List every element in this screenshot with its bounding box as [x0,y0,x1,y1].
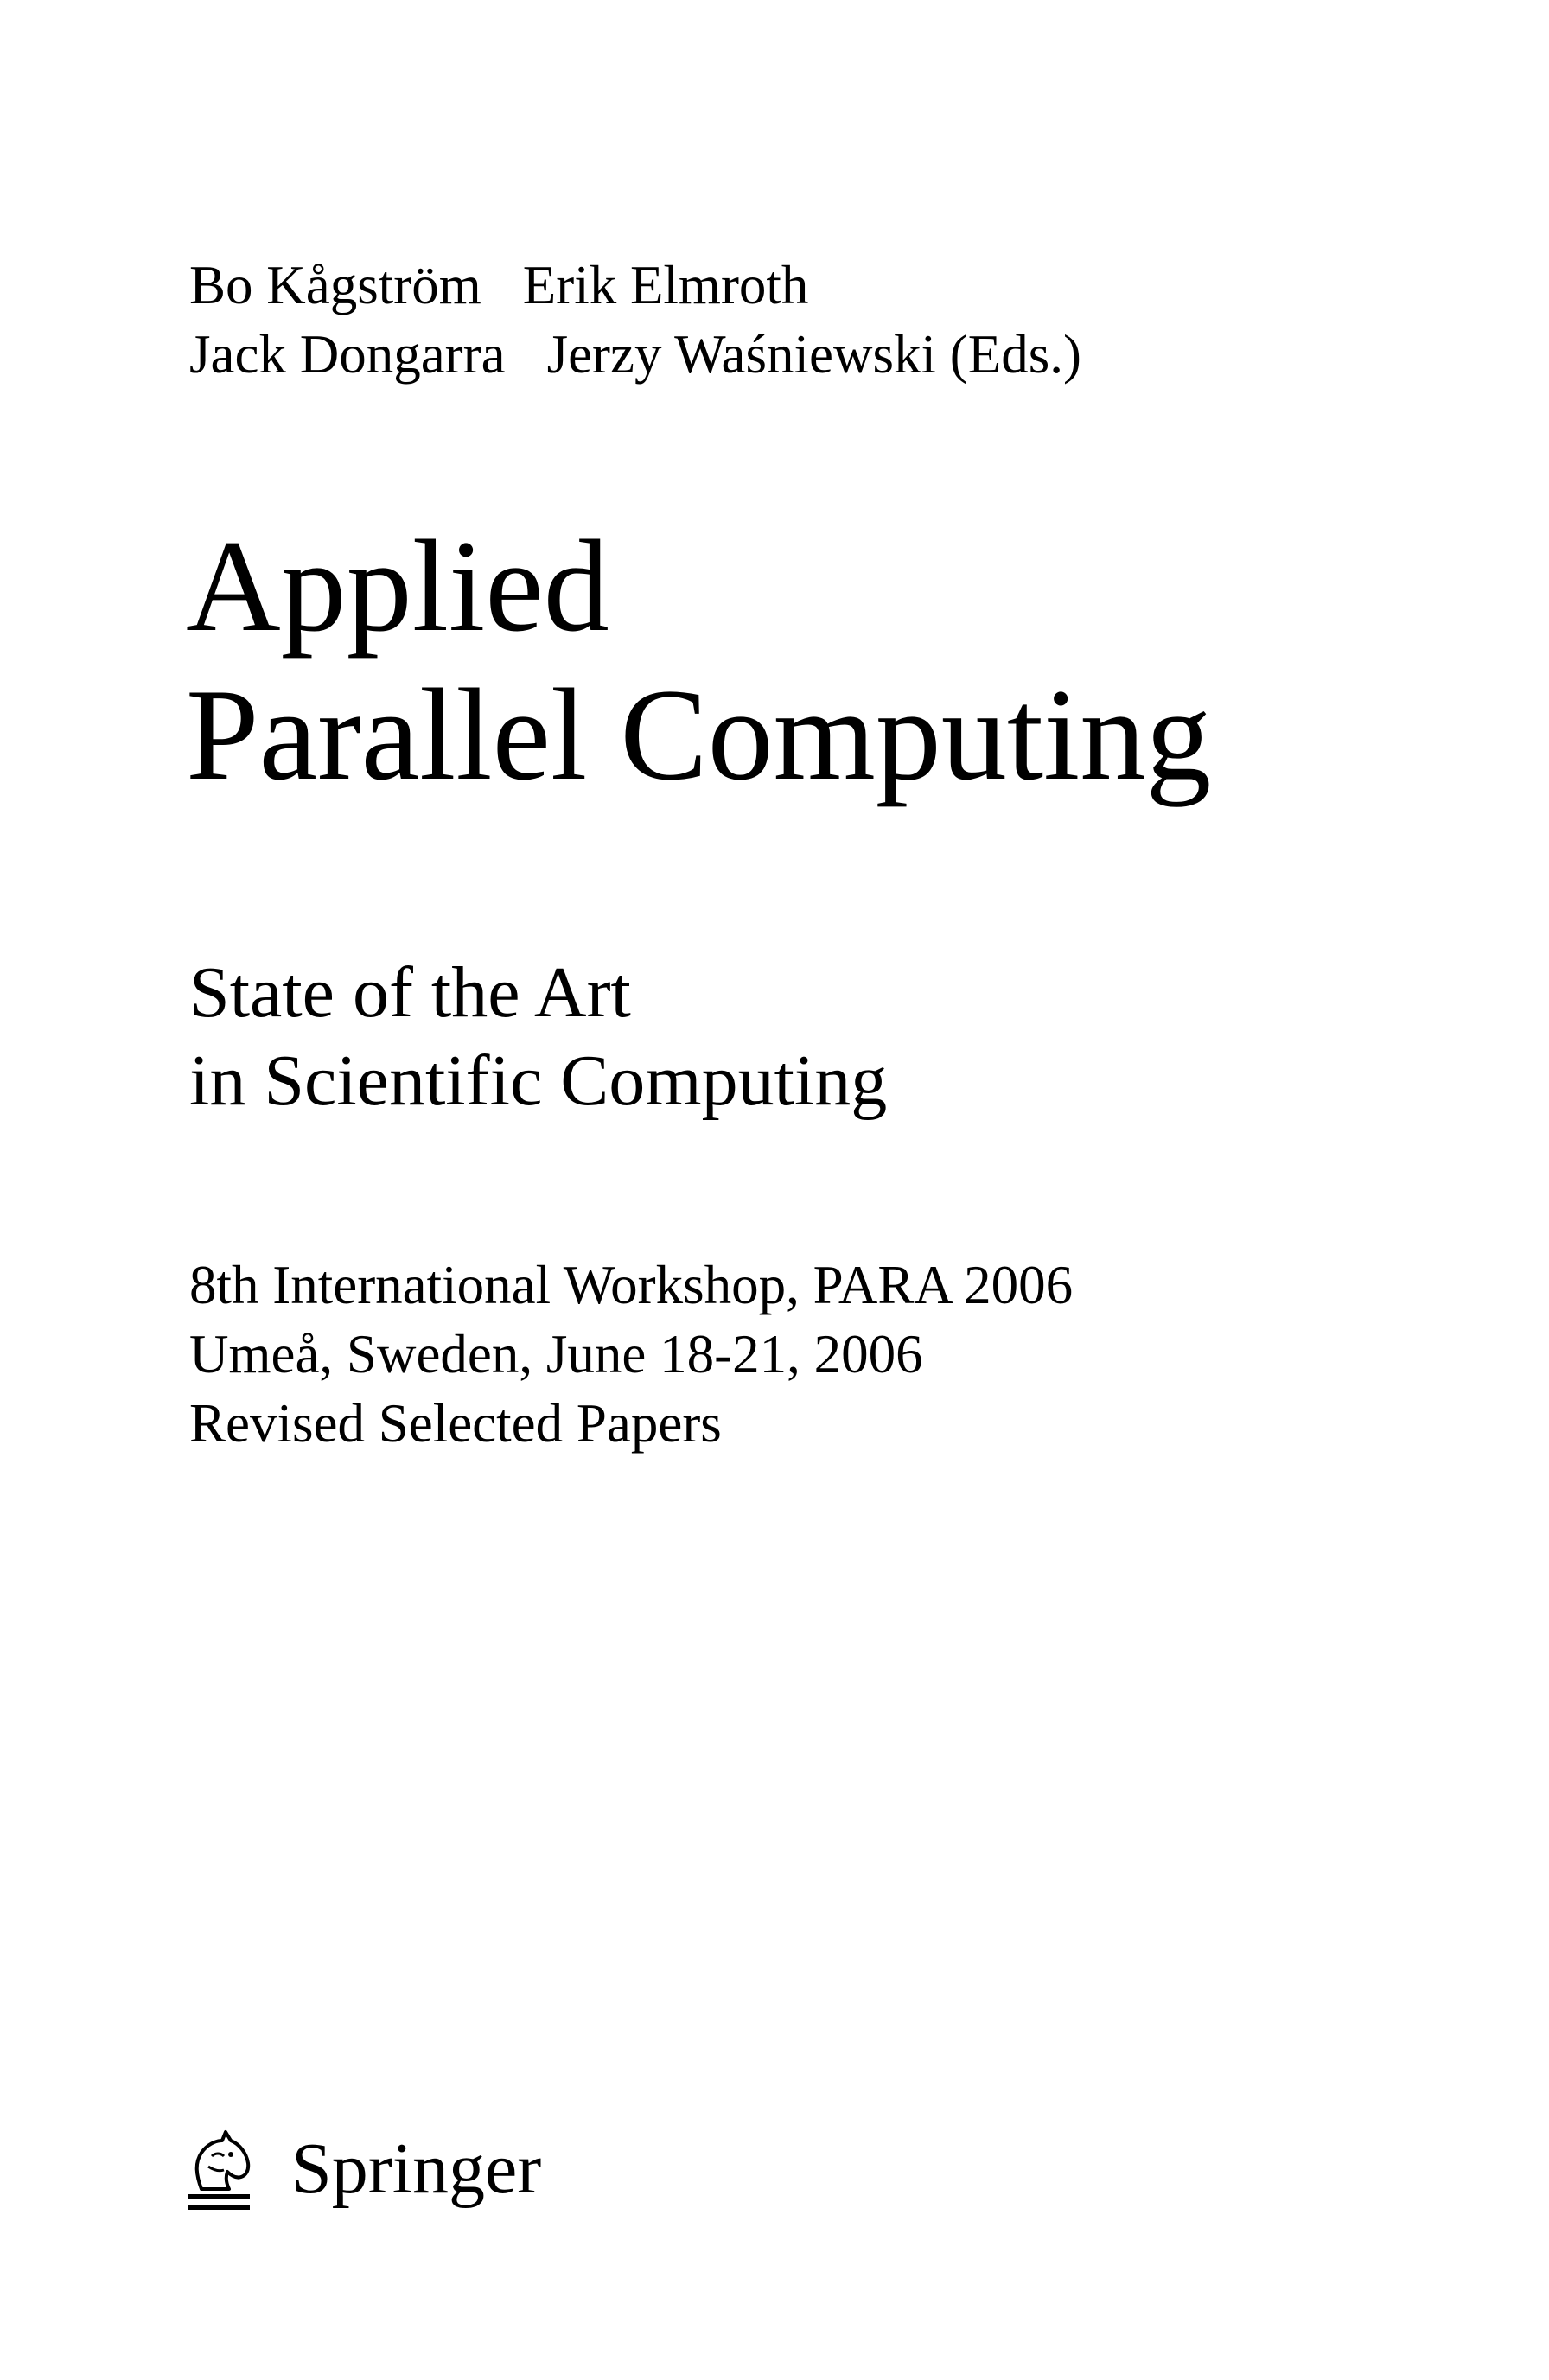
publisher-imprint [177,2122,541,2217]
book-subtitle-line-2: in Scientific Computing [189,1040,888,1121]
workshop-info [189,1250,1073,1458]
book-subtitle [189,949,887,1125]
book-subtitle-line-1: State of the Art [189,952,631,1033]
publisher-name: Springer [291,2129,542,2209]
workshop-line-2: Umeå, Sweden, June 18-21, 2006 [189,1324,923,1384]
book-title-line-1: Applied [186,513,609,659]
workshop-line-1: 8th International Workshop, PARA 2006 [189,1255,1074,1315]
editor-name: Bo Kågström [189,255,481,315]
editors-row-1 [189,251,1081,320]
springer-horse-logo-icon [177,2122,260,2217]
editors-block [189,251,1081,389]
workshop-line-3: Revised Selected Papers [189,1393,722,1454]
editor-name: Jerzy Waśniewski (Eds.) [546,324,1081,385]
editor-name: Erik Elmroth [522,255,809,315]
editors-row-2 [189,320,1081,389]
editor-name: Jack Dongarra [189,324,506,385]
book-title [186,512,1211,809]
book-title-line-2: Parallel Computing [186,662,1212,807]
